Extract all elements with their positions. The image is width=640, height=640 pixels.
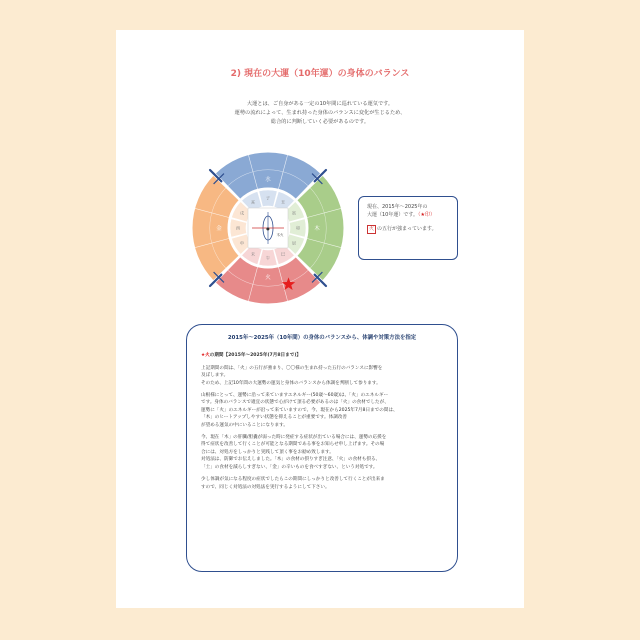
branch-label: 戌 <box>239 210 245 216</box>
paragraph-line: 「木」のヒートアップしやすい状態を抑えることが重要です。体調改善 <box>201 415 347 421</box>
branch-label: 酉 <box>235 225 241 231</box>
period-fire: 火 <box>205 353 210 359</box>
paragraph-line: すので、同じく対処法の対処法を実行するようにして下さい。 <box>201 484 330 490</box>
branch-label: 子 <box>265 195 271 201</box>
current-period-note <box>358 196 458 260</box>
paragraph-line: 少し体調が気になる程度の症状でしたらこの期間にしっかりと改善して行くことが出来ま <box>201 477 385 483</box>
element-label: 木 <box>314 226 320 232</box>
paragraph-line: 対処法は、防御でお伝えしました。「木」の食材の摂りすぎ注意、「火」の食材も摂る、 <box>201 457 381 463</box>
branch-label: 辰 <box>291 240 297 246</box>
panel-heading: 2015年～2025年（10年間）の身体のバランスから、体調や対策方法を指定 <box>227 335 417 341</box>
document-page <box>116 30 524 608</box>
branch-label: 丑 <box>280 199 286 205</box>
note-suffix: の五行が強まっています。 <box>377 226 437 232</box>
element-label: 金 <box>216 226 222 232</box>
paragraph <box>201 476 443 491</box>
branch-label: 亥 <box>250 199 256 205</box>
five-elements-wheel <box>188 148 348 308</box>
element-label: 火 <box>265 275 271 281</box>
paragraph <box>201 365 443 387</box>
period-label <box>201 352 443 359</box>
page-title: 2) 現在の大運（10年運）の身体のバランス <box>230 69 410 79</box>
branch-label: 午 <box>265 255 271 261</box>
period-text: の期間【2015年～2025年(7月8日まで)】 <box>209 353 302 359</box>
branch-label: 申 <box>239 240 245 246</box>
star-icon: ★ <box>201 353 206 359</box>
paragraph-line: 山根様にとって、運勢に沿って来ていますエネルギー(50歳～60歳)は、「火」のエネルギー <box>201 393 389 399</box>
note-line: 大運（10年運）です。 <box>367 212 418 218</box>
branch-label: 卯 <box>295 225 301 231</box>
branch-label: 未 <box>250 251 256 257</box>
intro-text <box>156 100 484 127</box>
paragraph <box>201 434 443 471</box>
paragraph-line: 「土」の食材を減らしすぎない、「金」の辛いものを食べすぎない、という対処です。 <box>201 464 378 470</box>
paragraph-line: が望める運気の中にいることになります。 <box>201 422 288 428</box>
branch-label: 寅 <box>291 210 297 216</box>
intro-line: 総合的に判断していく必要があるのです。 <box>270 119 370 125</box>
advice-panel <box>186 324 458 572</box>
note-star-text: （★印） <box>417 212 435 218</box>
paragraph-line: 得て症状を改善して行くことが可能となる期間である事をお知らせ申し上げます。その場 <box>201 442 385 448</box>
paragraph-line: です。身体のバランスで適宜の状態で心がけて頂る必要があるのは「火」の食材でしたが、 <box>201 400 389 406</box>
paragraph-line: 合には、対処方をしっかりと実践して頂く事をお勧め致します。 <box>201 449 334 455</box>
paragraph-line: そのため、上記10年間の大運勢の運気と身体のバランスから体調を判断して参ります。 <box>201 380 381 386</box>
paragraph-line: 今、現在「木」の肝臓/胆嚢が弱った時に発症する症状が出ている場合には、運勢の応援を <box>201 435 387 441</box>
note-line: 現在、2015年～2025年の <box>367 204 428 210</box>
panel-body <box>201 365 443 491</box>
element-label: 水 <box>265 177 271 183</box>
paragraph <box>201 392 443 429</box>
center-label: 木火 <box>276 233 284 237</box>
paragraph-line: 上記期間の間は、「火」の五行が強まり、〇〇様の生まれ持った五行のバランスに影響を <box>201 365 383 371</box>
paragraph-line: 運勢に「火」のエネルギーが沿って来ていますので、今、現在から2025年7月8日までの間は、 <box>201 407 398 413</box>
branch-label: 巳 <box>280 251 286 257</box>
center-dot: ● <box>266 226 270 231</box>
paragraph-line: 及ぼします。 <box>201 373 229 379</box>
fire-element-box: 火 <box>369 226 375 232</box>
intro-line: 運勢の流れによって、生まれ持った身体のバランスに変化が生じるため、 <box>234 110 406 116</box>
intro-line: 大運とは、ご自身がある一定の10年間に巡れている運気です。 <box>246 101 394 107</box>
